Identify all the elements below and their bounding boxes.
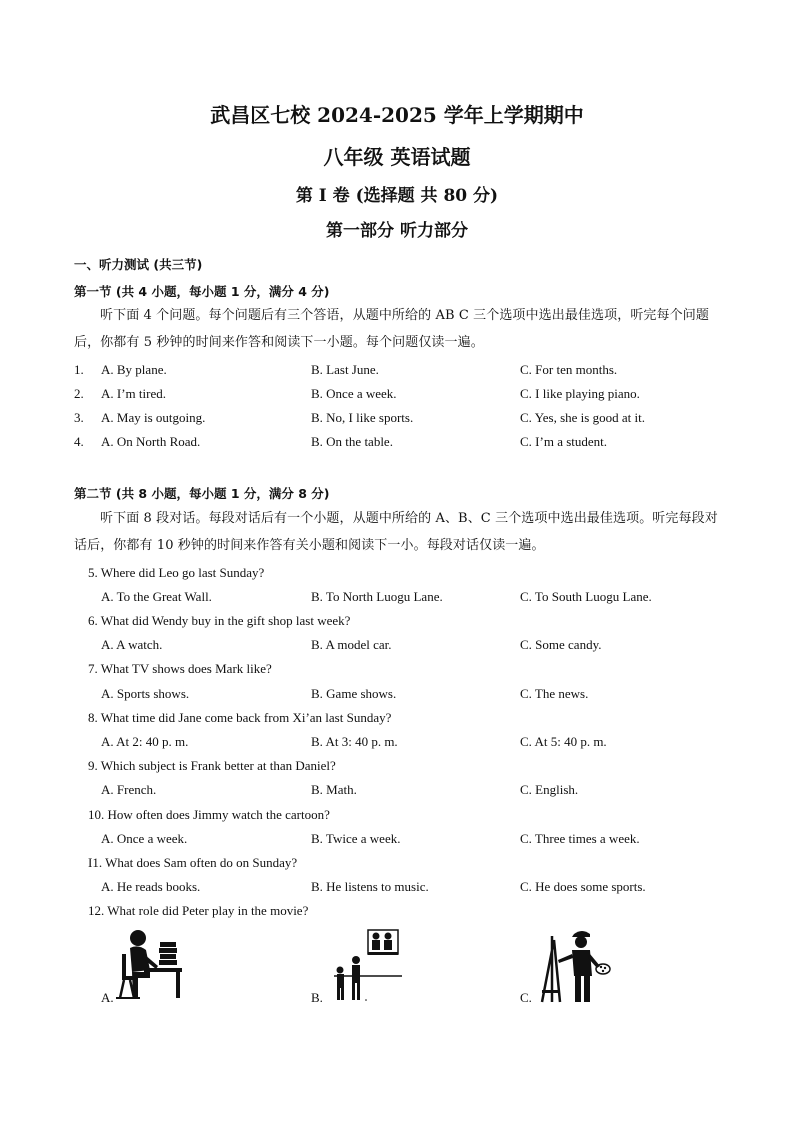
option-a: A. He reads books.	[101, 879, 201, 894]
audience-stage-icon	[328, 926, 404, 1004]
section1-heading: 第一节 (共 4 小题，每小题 1 分，满分 4 分)	[74, 284, 330, 299]
option-c: C. At 5: 40 p. m.	[520, 734, 607, 749]
option-b: B. Math.	[311, 782, 357, 797]
option-a: A. On North Road.	[101, 434, 201, 449]
options-row	[0, 589, 794, 609]
option-b: B. Once a week.	[311, 386, 397, 401]
option-b: B. To North Luogu Lane.	[311, 589, 443, 604]
options-row	[0, 734, 794, 754]
option-a: A. To the Great Wall.	[101, 589, 212, 604]
question-row	[0, 434, 794, 454]
question-number: 3.	[74, 410, 84, 425]
option-c: C. He does some sports.	[520, 879, 646, 894]
option-a: A. May is outgoing.	[101, 410, 206, 425]
option-c: C. Yes, she is good at it.	[520, 410, 645, 425]
question-text: 9. Which subject is Frank better at than Daniel?	[88, 758, 336, 773]
option-b: B. At 3: 40 p. m.	[311, 734, 398, 749]
option-c: C. Three times a week.	[520, 831, 640, 846]
option-b: B. Game shows.	[311, 686, 397, 701]
question-number: 1.	[74, 362, 84, 377]
picture-option-b-label: B.	[311, 990, 323, 1005]
question-text: I1. What does Sam often do on Sunday?	[88, 855, 298, 870]
exam-subtitle: 八年级 英语试题	[323, 145, 471, 169]
option-a: A. A watch.	[101, 637, 163, 652]
option-a: A. French.	[101, 782, 157, 797]
question-row	[0, 362, 794, 382]
option-c: C. I like playing piano.	[520, 386, 640, 401]
listening-heading: 一、听力测试 (共三节)	[74, 257, 203, 272]
option-c: C. I’m a student.	[520, 434, 608, 449]
question-number: 4.	[74, 434, 84, 449]
option-a: A. I’m tired.	[101, 386, 166, 401]
options-row	[0, 831, 794, 851]
question-text: 10. How often does Jimmy watch the cartoon?	[88, 807, 330, 822]
student-writing-icon	[114, 926, 186, 1004]
option-a: A. Sports shows.	[101, 686, 190, 701]
question-text: 12. What role did Peter play in the movie?	[88, 903, 309, 918]
question-row	[0, 410, 794, 430]
question-text: 8. What time did Jane come back from Xi’an last Sunday?	[88, 710, 392, 725]
section2-heading: 第二节 (共 8 小题，每小题 1 分，满分 8 分)	[74, 486, 330, 501]
exam-title: 武昌区七校 2024-2025 学年上学期期中	[210, 103, 584, 127]
part-heading: 第一部分 听力部分	[326, 221, 468, 241]
options-row	[0, 686, 794, 706]
question-text: 7. What TV shows does Mark like?	[88, 661, 272, 676]
section2-instructions: 听下面 8 段对话。每段对话后有一个小题，从题中所给的 A、B、C 三个选项中选出最佳选项。听完每段对话后，你都有 10 秒钟的时间来作答有关小题和阅读下一小。每段对话仅读一遍。	[74, 511, 718, 553]
option-a: A. Once a week.	[101, 831, 188, 846]
option-b: B. Last June.	[311, 362, 379, 377]
option-b: B. No, I like sports.	[311, 410, 414, 425]
option-c: C. To South Luogu Lane.	[520, 589, 652, 604]
option-b: B. Twice a week.	[311, 831, 401, 846]
question-number: 2.	[74, 386, 84, 401]
option-a: A. At 2: 40 p. m.	[101, 734, 189, 749]
painter-easel-icon	[538, 926, 614, 1004]
options-row	[0, 782, 794, 802]
question-row	[0, 386, 794, 406]
picture-option-c-label: C.	[520, 990, 532, 1005]
question-text: 6. What did Wendy buy in the gift shop last week?	[88, 613, 351, 628]
volume-heading: 第 I 卷 (选择题 共 80 分)	[295, 186, 499, 206]
option-b: B. He listens to music.	[311, 879, 429, 894]
options-row	[0, 637, 794, 657]
option-c: C. Some candy.	[520, 637, 602, 652]
options-row	[0, 879, 794, 899]
option-a: A. By plane.	[101, 362, 167, 377]
option-b: B. On the table.	[311, 434, 393, 449]
option-c: C. The news.	[520, 686, 589, 701]
option-b: B. A model car.	[311, 637, 392, 652]
section1-instructions: 听下面 4 个问题。每个问题后有三个答语，从题中所给的 AB C 三个选项中选出最佳选项，听完每个问题后，你都有 5 秒钟的时间来作答和阅读下一小题。每个问题仅读一遍。	[74, 308, 709, 350]
option-c: C. English.	[520, 782, 579, 797]
option-c: C. For ten months.	[520, 362, 618, 377]
picture-option-a-label: A.	[101, 990, 114, 1005]
question-text: 5. Where did Leo go last Sunday?	[88, 565, 265, 580]
